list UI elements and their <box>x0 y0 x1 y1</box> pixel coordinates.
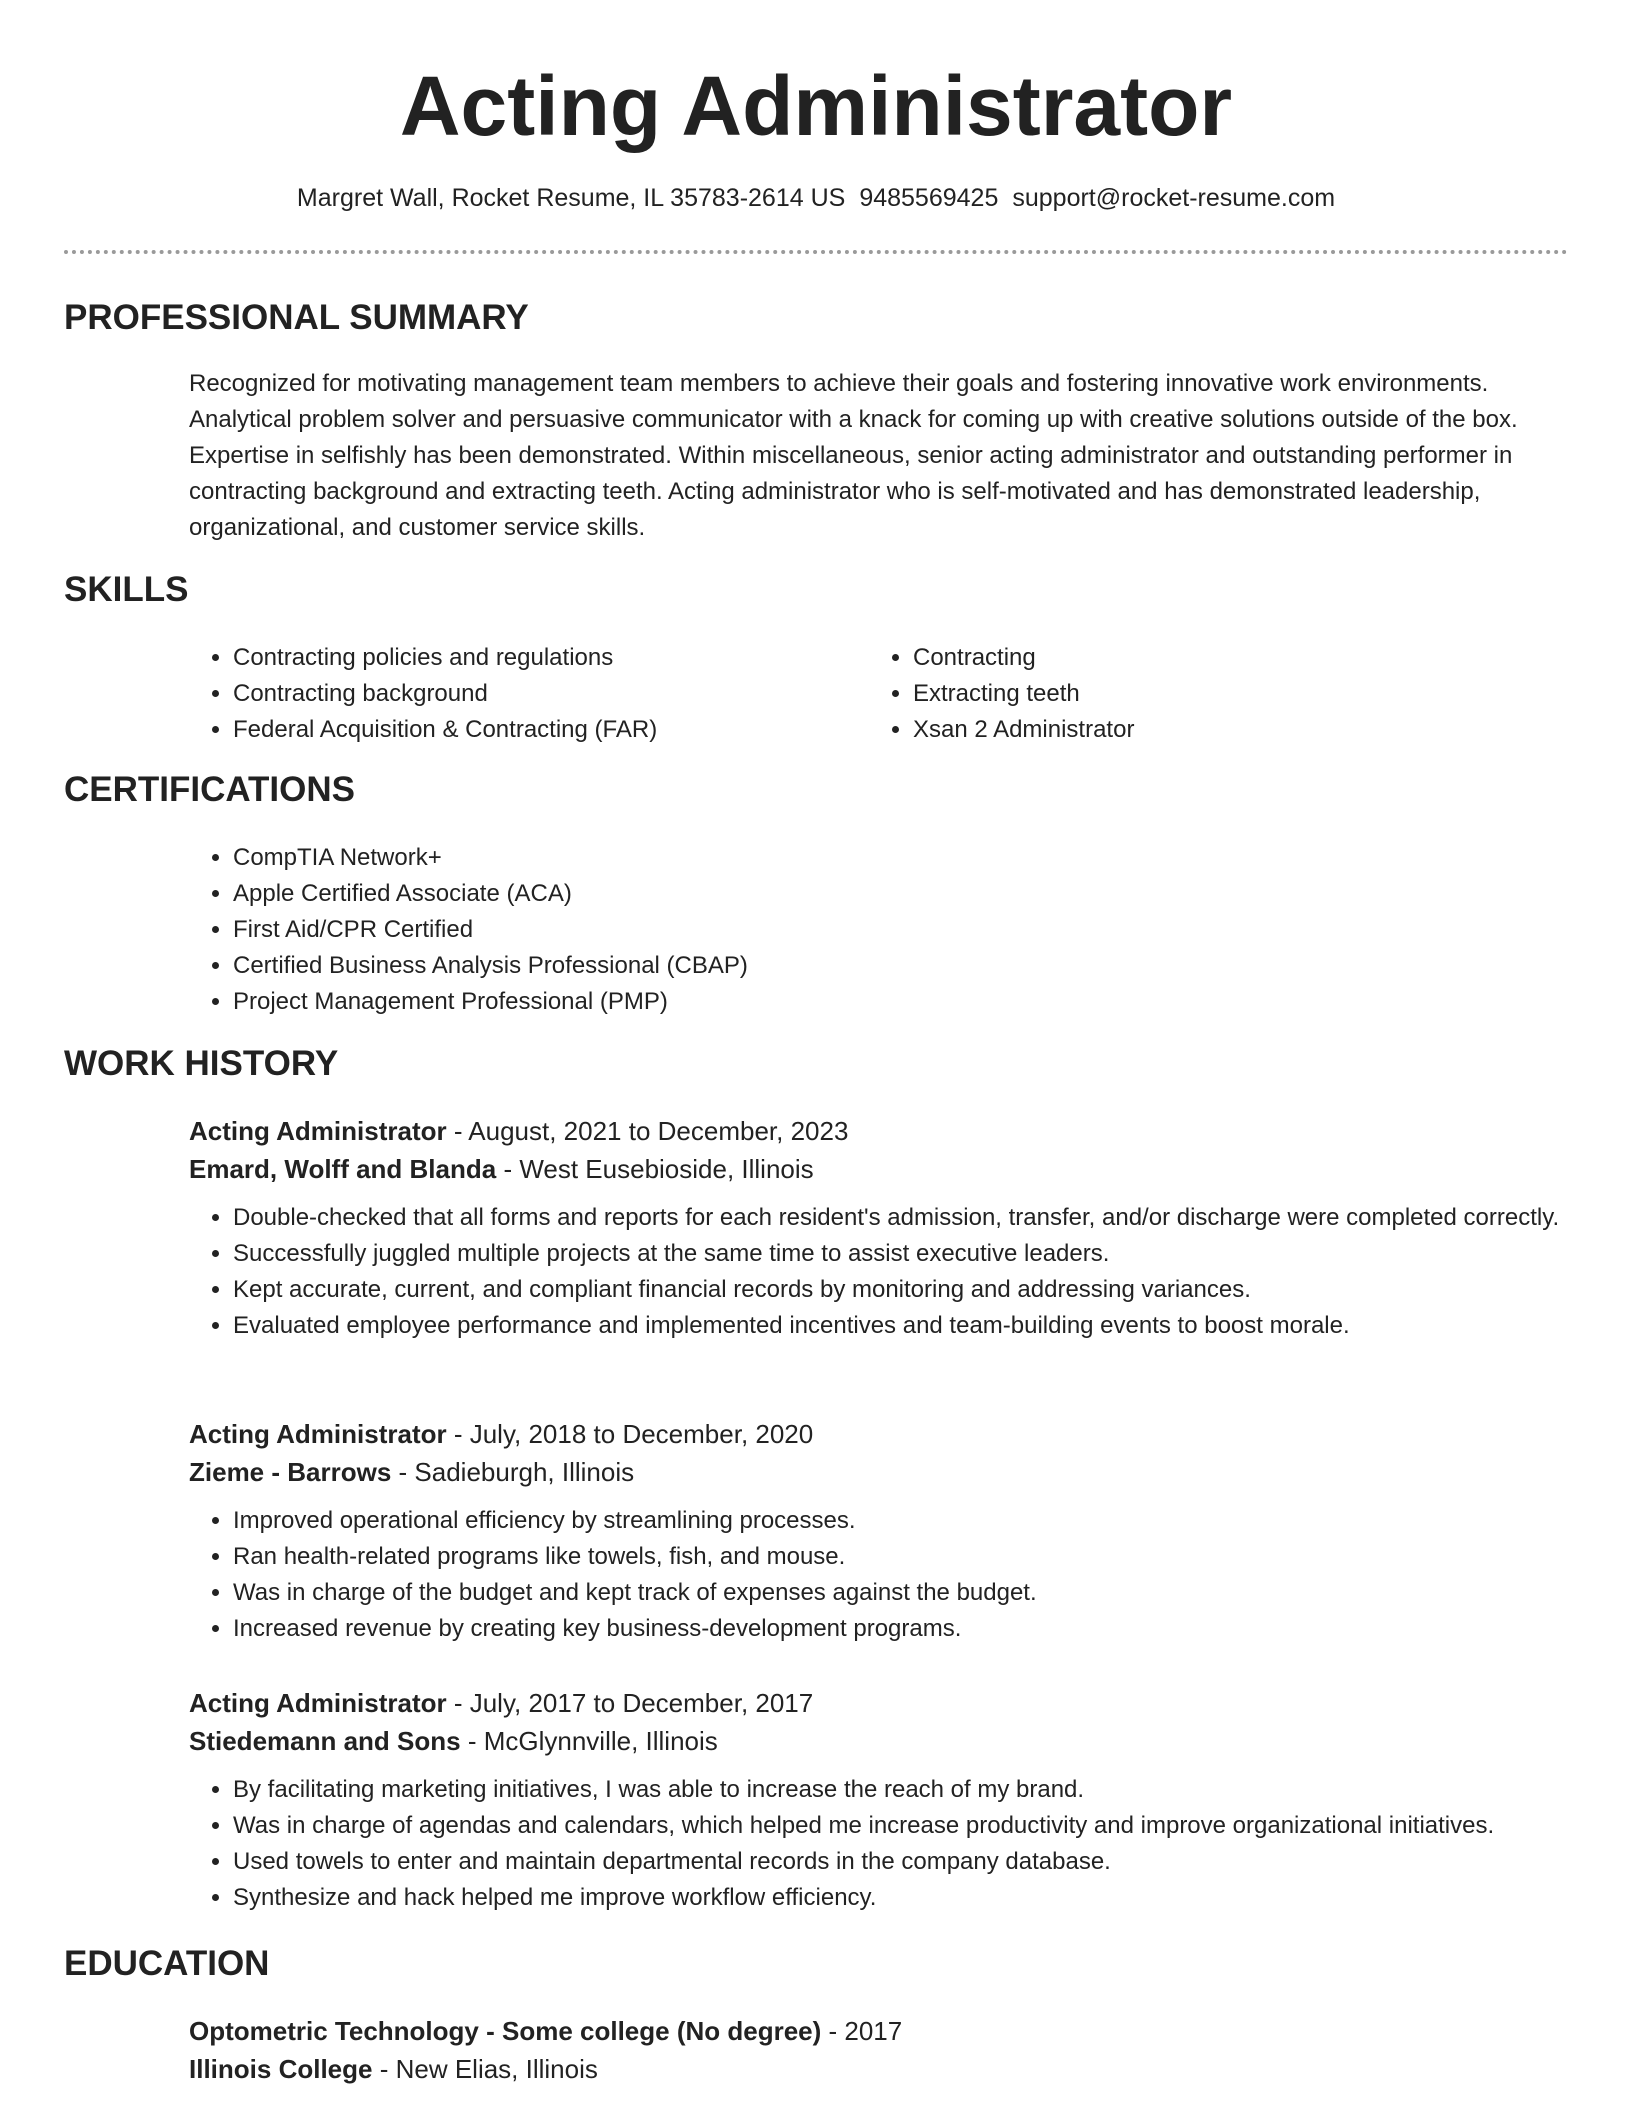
contact-address: Margret Wall, Rocket Resume, IL 35783-2614 US <box>296 184 846 212</box>
education-degree: Optometric Technology - Some college (No degree) <box>189 2016 822 2046</box>
certification-item: • Project Management Professional (PMP) <box>233 984 1569 1020</box>
job-bullet: • Synthesize and hack helped me improve workflow efficiency. <box>233 1880 1569 1916</box>
job-bullet: • Double-checked that all forms and reports for each resident's admission, transfer, and/or discharge were completed correctly. <box>233 1200 1569 1236</box>
job-dates: - July, 2017 to December, 2017 <box>446 1688 814 1718</box>
job-title: Acting Administrator <box>189 1688 447 1718</box>
job-bullet: • By facilitating marketing initiatives, I was able to increase the reach of my brand. <box>233 1772 1569 1808</box>
job-bullet: • Evaluated employee performance and implemented incentives and team-building events to boost morale. <box>233 1308 1569 1344</box>
job-bullets <box>189 1772 1569 1916</box>
job-entry <box>189 1415 1569 1647</box>
job-company-line <box>189 1453 1569 1491</box>
skill-item: • Contracting policies and regulations <box>233 640 869 676</box>
certification-item: • Certified Business Analysis Professional (CBAP) <box>233 948 1569 984</box>
job-location: - West Eusebioside, Illinois <box>496 1154 814 1184</box>
job-bullet: • Was in charge of agendas and calendars, which helped me increase productivity and improve organizational initiatives. <box>233 1808 1569 1844</box>
skill-item: • Contracting background <box>233 676 869 712</box>
job-bullet: • Used towels to enter and maintain departmental records in the company database. <box>233 1844 1569 1880</box>
education-year: - 2017 <box>821 2016 903 2046</box>
education-location: - New Elias, Illinois <box>372 2054 598 2084</box>
job-bullet: • Increased revenue by creating key business-development programs. <box>233 1611 1569 1647</box>
job-title-line <box>189 1415 1569 1453</box>
education-school-line <box>189 2050 1569 2088</box>
section-title-summary: PROFESSIONAL SUMMARY <box>64 298 529 337</box>
job-bullet: • Ran health-related programs like towels, fish, and mouse. <box>233 1539 1569 1575</box>
skill-item: • Contracting <box>913 640 1549 676</box>
job-bullets <box>189 1200 1569 1344</box>
section-title-certifications: CERTIFICATIONS <box>64 770 356 809</box>
job-title: Acting Administrator <box>189 1116 447 1146</box>
job-title-line <box>189 1684 1569 1722</box>
certifications-list <box>189 840 1569 1020</box>
job-location: - McGlynnville, Illinois <box>460 1726 718 1756</box>
job-bullets <box>189 1503 1569 1647</box>
skill-item: • Federal Acquisition & Contracting (FAR) <box>233 712 869 748</box>
certification-item: • First Aid/CPR Certified <box>233 912 1569 948</box>
job-bullet: • Kept accurate, current, and compliant financial records by monitoring and addressing variances. <box>233 1272 1569 1308</box>
skills-column-left <box>189 640 869 748</box>
job-location: - Sadieburgh, Illinois <box>391 1457 635 1487</box>
job-dates: - July, 2018 to December, 2020 <box>446 1419 814 1449</box>
job-dates: - August, 2021 to December, 2023 <box>446 1116 849 1146</box>
section-title-skills: SKILLS <box>64 570 189 609</box>
section-title-education: EDUCATION <box>64 1944 270 1983</box>
certification-item: • Apple Certified Associate (ACA) <box>233 876 1569 912</box>
skills-column-right <box>869 640 1549 748</box>
summary-text: Recognized for motivating management team members to achieve their goals and fostering innovative work environments. Analytical problem solver and persuasive communicator with a knack for coming up with creative solutions outside of the box. Expertise in selfishly has been demonstrated. Within miscellaneous, senior acting administrator and outstanding performer in contracting background and extracting teeth. Acting administrator who is self-motivated and has demonstrated leadership, organizational, and customer service skills. <box>189 370 1518 541</box>
job-company: Zieme - Barrows <box>189 1457 392 1487</box>
job-bullet: • Was in charge of the budget and kept track of expenses against the budget. <box>233 1575 1569 1611</box>
education-entry <box>189 2012 1569 2088</box>
certification-item: • CompTIA Network+ <box>233 840 1569 876</box>
job-company: Emard, Wolff and Blanda <box>189 1154 497 1184</box>
job-bullet: • Improved operational efficiency by streamlining processes. <box>233 1503 1569 1539</box>
resume-name: Acting Administrator <box>399 59 1233 153</box>
contact-email: support@rocket-resume.com <box>1012 184 1336 212</box>
job-company: Stiedemann and Sons <box>189 1726 461 1756</box>
job-company-line <box>189 1722 1569 1760</box>
contact-phone: 9485569425 <box>859 184 999 212</box>
education-degree-line <box>189 2012 1569 2050</box>
job-title: Acting Administrator <box>189 1419 447 1449</box>
job-company-line <box>189 1150 1569 1188</box>
job-entry <box>189 1112 1569 1344</box>
skill-item: • Xsan 2 Administrator <box>913 712 1549 748</box>
skill-item: • Extracting teeth <box>913 676 1549 712</box>
contact-line <box>0 180 1632 216</box>
job-bullet: • Successfully juggled multiple projects at the same time to assist executive leaders. <box>233 1236 1569 1272</box>
skills-list <box>189 640 1569 748</box>
section-title-work-history: WORK HISTORY <box>64 1044 339 1083</box>
header-divider <box>64 250 1568 254</box>
job-entry <box>189 1684 1569 1916</box>
job-title-line <box>189 1112 1569 1150</box>
education-school: Illinois College <box>189 2054 373 2084</box>
